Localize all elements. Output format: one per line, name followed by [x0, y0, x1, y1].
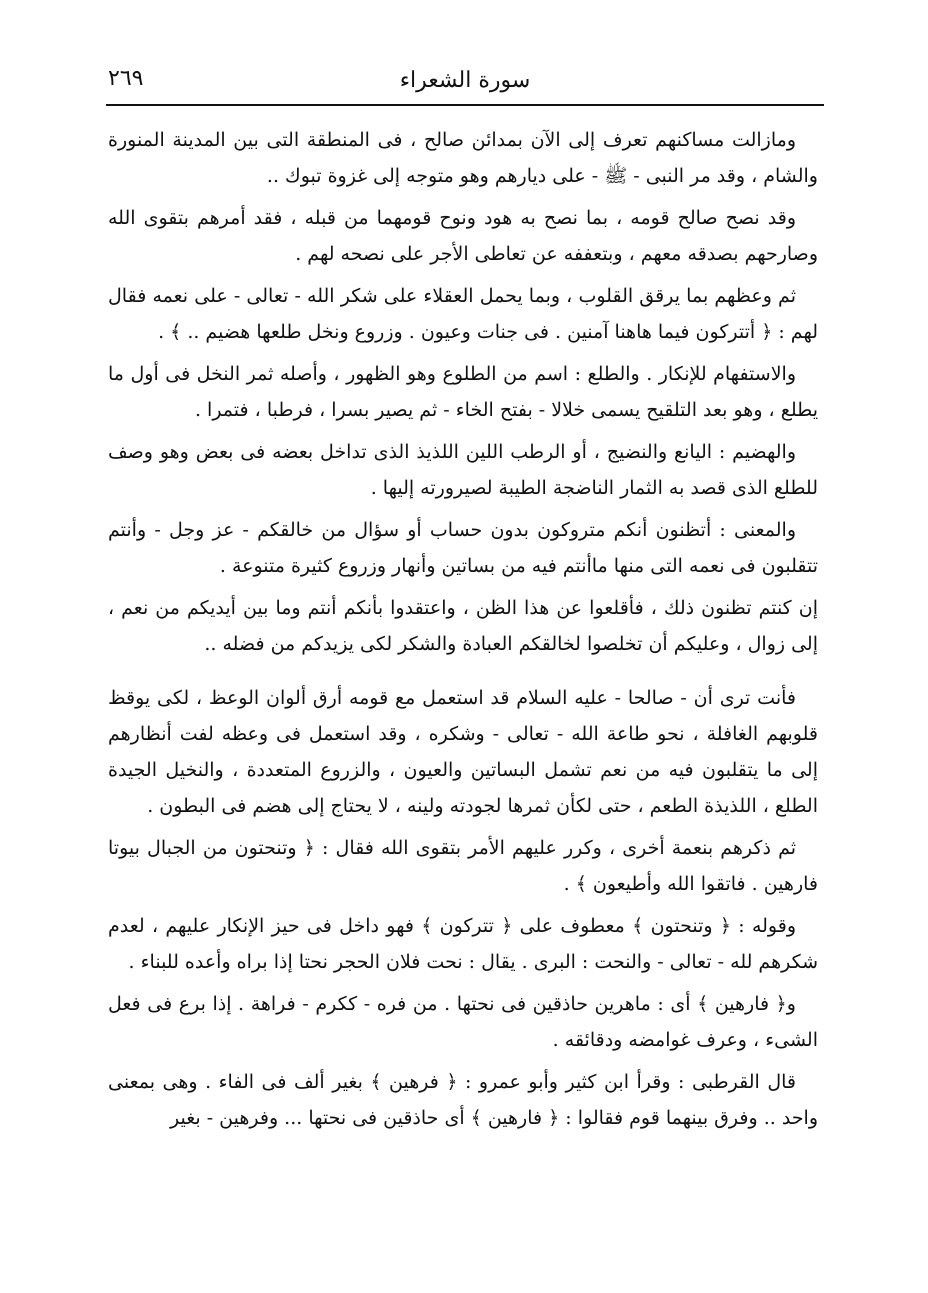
header-rule	[106, 104, 824, 106]
paragraph: والهضيم : اليانع والنضيج ، أو الرطب اللين اللذيذ الذى تداخل بعضه فى بعض وهو وصف للطلع الذى قصد به الثمار الناضجة الطيبة لصيرورته إليها .	[108, 441, 818, 499]
paragraph: قال القرطبى : وقرأ ابن كثير وأبو عمرو : ﴿ فرهين ﴾ بغير ألف فى الفاء . وهى بمعنى واحد .. وفرق بينهما قوم فقالوا : ﴿ فارهين ﴾ أى حاذقين فى نحتها ... وفرهين - بغير	[108, 1071, 818, 1129]
running-title: سورة الشعراء	[399, 67, 531, 93]
page-number: ٢٦٩	[108, 66, 144, 91]
paragraph: فأنت ترى أن - صالحا - عليه السلام قد استعمل مع قومه أرق ألوان الوعظ ، لكى يوقظ قلوبهم الغافلة ، نحو طاعة الله - تعالى - وشكره ، وقد استعمل فى وعظه لفت أنظارهم إلى ما يتقلبون فيه من نعم تشمل البساتين والعيون ، والزروع المتعددة ، والنخيل الجيدة الطلع ، اللذيذة الطعم ، حتى لكأن ثمرها لجودته ولينه ، لا يحتاج إلى هضم فى البطون .	[108, 687, 818, 817]
paragraph: إن كنتم تظنون ذلك ، فأقلعوا عن هذا الظن ، واعتقدوا بأنكم أنتم وما بين أيديكم من نعم ، إلى زوال ، وعليكم أن تخلصوا لخالقكم العبادة والشكر لكى يزيدكم من فضله ..	[108, 597, 818, 655]
paragraph: والاستفهام للإنكار . والطلع : اسم من الطلوع وهو الظهور ، وأصله ثمر النخل فى أول ما يطلع ، وهو بعد التلقيح يسمى خلالا - بفتح الخاء - ثم يصير بسرا ، فرطبا ، فتمرا .	[108, 363, 818, 421]
paragraph: وقد نصح صالح قومه ، بما نصح به هود ونوح قومهما من قبله ، فقد أمرهم بتقوى الله وصارحهم بصدقه معهم ، وبتعففه عن تعاطى الأجر على نصحه لهم .	[108, 207, 818, 265]
paragraph: ومازالت مساكنهم تعرف إلى الآن بمدائن صالح ، فى المنطقة التى بين المدينة المنورة والشام ، وقد مر النبى - ﷺ - على ديارهم وهو متوجه إلى غزوة تبوك ..	[108, 129, 818, 187]
paragraph: والمعنى : أتظنون أنكم متروكون بدون حساب أو سؤال من خالقكم - عز وجل - وأنتم تتقلبون فى نعمه التى منها ماأنتم فيه من بساتين وأنهار وزروع كثيرة متنوعة .	[108, 519, 818, 577]
paragraph: ثم ذكرهم بنعمة أخرى ، وكرر عليهم الأمر بتقوى الله فقال : ﴿ وتنحتون من الجبال بيوتا فارهين . فاتقوا الله وأطيعون ﴾ .	[108, 837, 818, 895]
paragraph: وقوله : ﴿ وتنحتون ﴾ معطوف على ﴿ تتركون ﴾ فهو داخل فى حيز الإنكار عليهم ، لعدم شكرهم لله - تعالى - والنحت : البرى . يقال : نحت فلان الحجر نحتا إذا براه وأعده للبناء .	[108, 915, 818, 973]
page-header	[108, 58, 822, 102]
body-text	[108, 122, 818, 1253]
paragraph: ثم وعظهم بما يرقق القلوب ، وبما يحمل العقلاء على شكر الله - تعالى - على نعمه فقال لهم : ﴿ أتتركون فيما هاهنا آمنين . فى جنات وعيون . وزروع ونخل طلعها هضيم .. ﴾ .	[108, 285, 818, 343]
paragraph: و﴿ فارهين ﴾ أى : ماهرين حاذقين فى نحتها . من فره - ككرم - فراهة . إذا برع فى فعل الشىء ، وعرف غوامضه ودقائقه .	[108, 993, 818, 1051]
